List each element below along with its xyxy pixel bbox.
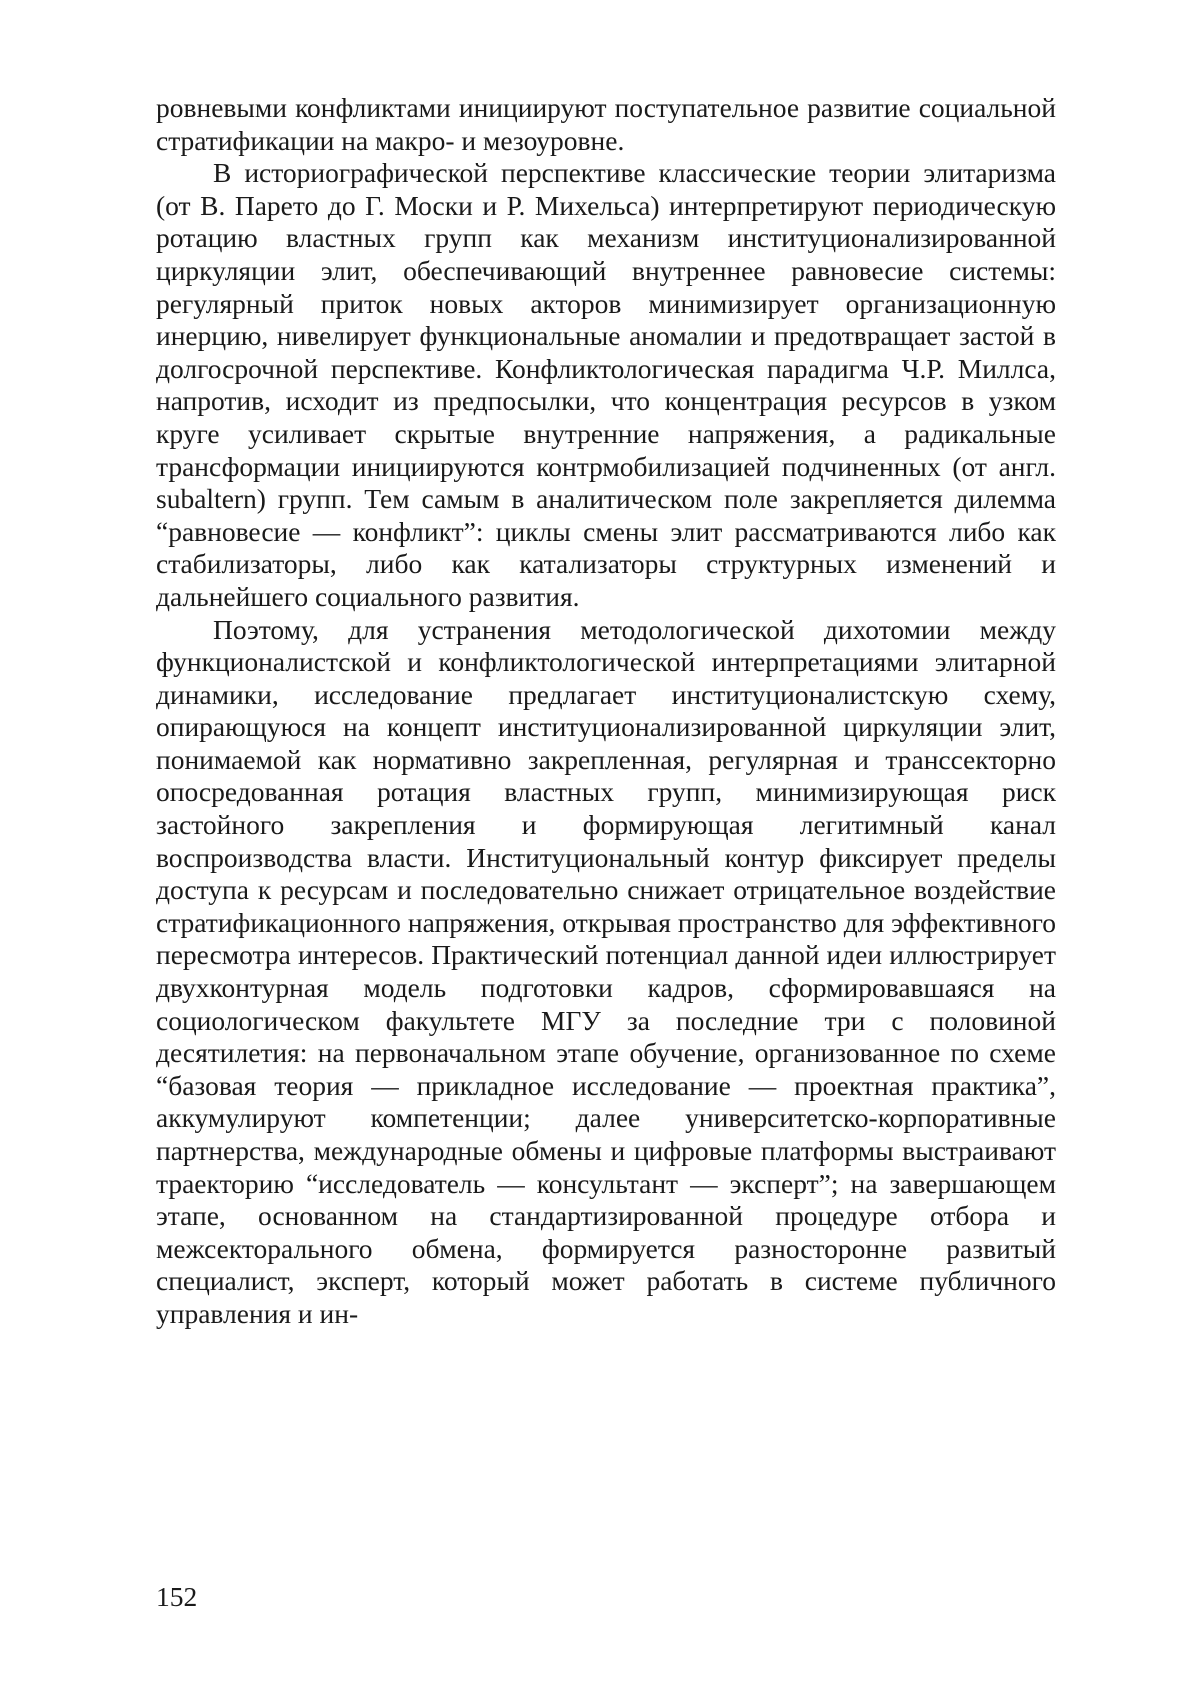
document-page bbox=[0, 0, 1200, 1703]
paragraph-historiography: В историографической перспективе классические теории элитаризма (от В. Парето до Г. Моски и Р. Михельса) интерпрети­руют периодическую ротацию властных групп как механизм ин­ституционализированной циркуляции элит, обеспечивающий вну­треннее равновесие системы: регулярный приток новых акторов минимизирует организационную инерцию, нивелирует функци­ональные аномалии и предотвращает застой в долгосрочной пер­спективе. Конфликтологическая парадигма Ч.Р. Миллса, напро­тив, исходит из предпосылки, что концентрация ресурсов в узком круге усиливает скрытые внутренние напряжения, а радикальные трансформации инициируются контрмобилизацией подчинен­ных (от англ. subaltern) групп. Тем самым в аналитическом поле закрепляется дилемма “равновесие — конфликт”: циклы смены элит рассматриваются либо как стабилизаторы, либо как катали­заторы структурных изменений и дальнейшего социального раз­вития. bbox=[156, 157, 1056, 613]
body-text bbox=[156, 92, 1056, 1331]
paragraph-continuation: ровневыми конфликтами инициируют поступательное развитие социальной стратификации на макро- и мезоуровне. bbox=[156, 92, 1056, 157]
page-number: 152 bbox=[156, 1581, 197, 1613]
paragraph-institutionalist-scheme: Поэтому, для устранения методологической дихотомии между функционалистской и конфликтологической интерпретациями элитарной динамики, исследование предлагает институционалист­скую схему, опирающуюся на концепт институционализированной циркуляции элит, понимаемой как нормативно закрепленная, регу­лярная и транссекторно опосредованная ротация властных групп, минимизирующая риск застойного закрепления и формирующая легитимный канал воспроизводства власти. Институциональный контур фиксирует пределы доступа к ресурсам и последователь­но снижает отрицательное воздействие стратификационного на­пряжения, открывая пространство для эффективного пересмотра интересов. Практический потенциал данной идеи иллюстрирует двухконтурная модель подготовки кадров, сформировавшаяся на социологическом факультете МГУ за последние три с половиной десятилетия: на первоначальном этапе обучение, организован­ное по схеме “базовая теория — прикладное исследование — про­ектная практика”, аккумулируют компетенции; далее универси­тетско-корпоративные партнерства, международные обмены и цифровые платформы выстраивают траекторию “исследователь — консультант — эксперт”; на завершающем этапе, основанном на стандартизированной процедуре отбора и межсекторального об­мена, формируется разносторонне развитый специалист, эксперт, который может работать в системе публичного управления и ин- bbox=[156, 614, 1056, 1331]
